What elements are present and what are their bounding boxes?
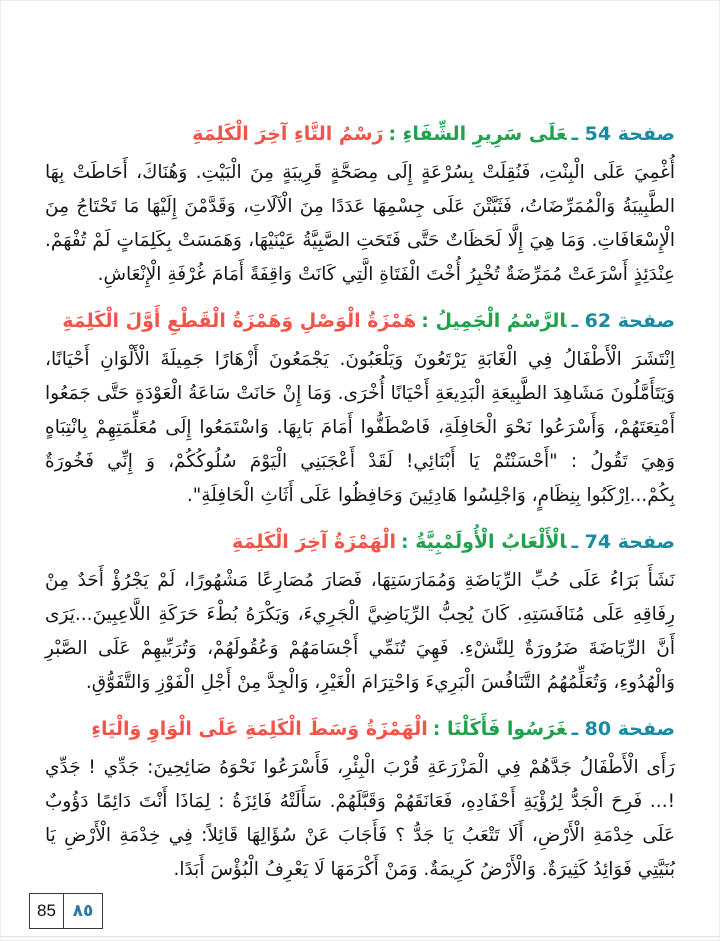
heading-page-ref: صفحة 62 ـ bbox=[571, 310, 675, 332]
lesson-section bbox=[45, 306, 675, 513]
heading-lesson-title: عَلَى سَرِيرِ الشِّفَاءِ : bbox=[388, 123, 567, 145]
lesson-section bbox=[45, 527, 675, 700]
heading-topic: الْهَمْزَةُ آخِرَ الْكَلِمَةِ bbox=[232, 531, 396, 553]
page-number-arabic: ٨٥ bbox=[72, 901, 94, 921]
section-paragraph: نَشَأَ بَرَاءُ عَلَى حُبِّ الرِّيَاضَةِ وَمُمَارَسَتِهَا، فَصَارَ مُصَارِعًا مَشْهُورًا، لَمْ يَجْرُؤْ أَحَدٌ مِنْ رِفَاقِهِ عَلَى مُنَافَسَتِهِ. كَانَ يُحِبُّ الرِّيَاضِيَّ الْجَرِيءَ، وَيَكْرَهُ بُطْءَ حَرَكَةِ اللَّاعِبِينَ...يَرَى أَنَّ الرِّيَاضَةَ ضَرُورَةٌ لِلنَّشْءِ. فَهِيَ تُنَمِّي أَجْسَامَهُمْ وَعُقُولَهُمْ، وَتُرَبِّيهِمْ عَلَى الصَّبْرِ وَالْهُدُوءِ، وَتُعَلِّمُهُمُ التَّنَافُسَ الْبَرِيءَ وَاحْتِرَامَ الْغَيْرِ، وَالْجِدَّ مِنْ أَجْلِ الْفَوْزِ وَالتَّفَوُّقِ. bbox=[45, 570, 675, 693]
heading-page-ref: صفحة 80 ـ bbox=[571, 718, 675, 740]
page-content bbox=[45, 119, 675, 901]
section-heading bbox=[45, 306, 675, 336]
section-paragraph: اِنْتَشَرَ الْأَطْفَالُ فِي الْغَابَةِ يَرْتَعُونَ وَيَلْعَبُونَ. يَجْمَعُونَ أَزْهَارًا جَمِيلَةَ الْأَلْوَانِ أَحْيَانًا، وَيَتَأَمَّلُونَ مَشَاهِدَ الطَّبِيعَةِ الْبَدِيعَةِ أَحْيَانًا أُخْرَى. وَمَا إِنْ حَانَتْ سَاعَةُ الْعَوْدَةِ حَتَّى جَمَعُوا أَمْتِعَتَهُمْ، وَأَسْرَعُوا نَحْوَ الْحَافِلَةِ، فَاصْطَفُّوا أَمَامَ بَابِهَا. وَاسْتَمَعُوا إِلَى مُعَلِّمَتِهِمْ بِانْتِبَاهٍ وَهِيَ تَقُولُ : "أَحْسَنْتُمْ يَا أَبْنَائِي! لَقَدْ أَعْجَبَنِي الْيَوْمَ سُلُوكُكُمْ، وَ إِنِّي فَخُورَةٌ بِكُمْ...اِرْكَبُوا بِنِظَامٍ، وَاجْلِسُوا هَادِئِينَ وَحَافِظُوا عَلَى أَثَاثِ الْحَافِلَةِ". bbox=[45, 349, 675, 506]
heading-lesson-title: غَرَسُوا فَأَكَلْنَا : bbox=[432, 718, 567, 740]
section-paragraph: رَأَى الْأَطْفَالُ جَدَّهُمْ فِي الْمَزْرَعَةِ قُرْبَ الْبِئْرِ، فَأَسْرَعُوا نَحْوَهُ صَائِحِينَ: جَدِّي ! جَدِّي !... فَرِحَ الْجَدُّ لِرُؤْيَةِ أَحْفَادِهِ، فَعَانَقَهُمْ وَقَبَّلَهُمْ. سَأَلَتْهُ فَائِزَةُ : لِمَاذَا أَنْتَ دَائِمًا دَؤُوبٌ عَلَى خِدْمَةِ الْأَرْضِ، أَلَا تَتْعَبُ يَا جَدُّ ؟ فَأَجَابَ عَنْ سُؤَالِهَا قَائِلاً: فِي خِدْمَةِ الْأَرْضِ يَا بُنَيَّتِي فَوَائِدُ كَثِيرَةٌ. وَالْأَرْضُ كَرِيمَةٌ. وَمَنْ أَكْرَمَهَا لَا يَعْرِفُ الْبُؤْسَ أَبَدًا. bbox=[45, 757, 675, 880]
heading-lesson-title: الرَّسْمُ الْجَمِيلُ : bbox=[421, 310, 567, 332]
heading-page-ref: صفحة 74 ـ bbox=[571, 531, 675, 553]
page-number-latin: 85 bbox=[30, 894, 64, 928]
page-number-box bbox=[29, 893, 103, 929]
section-heading bbox=[45, 527, 675, 557]
section-heading bbox=[45, 119, 675, 149]
heading-topic: هَمْزَةُ الْوَصْلِ وَهَمْزَةُ الْقَطْعِ أَوَّلَ الْكَلِمَةِ bbox=[62, 310, 417, 332]
heading-lesson-title: الْأَلْعَابُ الْأُولَمْبِيَّةُ : bbox=[400, 531, 567, 553]
section-heading bbox=[45, 714, 675, 744]
lesson-section bbox=[45, 714, 675, 887]
page-bottom-edge bbox=[1, 936, 719, 937]
lesson-section bbox=[45, 119, 675, 292]
section-paragraph: أُغْمِيَ عَلَى الْبِنْتِ، فَنُقِلَتْ بِسُرْعَةٍ إِلَى مِصَحَّةٍ قَرِيبَةٍ مِنَ الْبَيْتِ. وَهُنَاكَ، أَحَاطَتْ بِهَا الطَّبِيبَةُ وَالْمُمَرِّضَاتُ، فَثَبَّتْنَ عَلَى جِسْمِهَا عَدَدًا مِنَ الْآلَاتِ، وَقَدَّمْنَ إِلَيْهَا مَا تَحْتَاجُ مِنَ الْإِسْعَافَاتِ. وَمَا هِيَ إِلَّا لَحَظَاتٌ حَتَّى فَتَحَتِ الصَّبِيَّةُ عَيْنَيْهَا، وَهَمَسَتْ بِكَلِمَاتٍ لَمْ تُفْهَمْ. عِنْدَئِذٍ أَسْرَعَتْ مُمَرِّضَةٌ تُخْبِرُ أُخْتَ الْفَتَاةِ الَّتِي كَانَتْ وَاقِفَةً أَمَامَ غُرْفَةِ الْإِنْعَاشِ. bbox=[45, 162, 675, 285]
heading-topic: رَسْمُ التَّاءِ آخِرَ الْكَلِمَةِ bbox=[192, 123, 384, 145]
heading-page-ref: صفحة 54 ـ bbox=[571, 123, 675, 145]
heading-topic: الْهَمْزَةُ وَسَطَ الْكَلِمَةِ عَلَى الْوَاوِ وَالْيَاءِ bbox=[91, 718, 428, 740]
